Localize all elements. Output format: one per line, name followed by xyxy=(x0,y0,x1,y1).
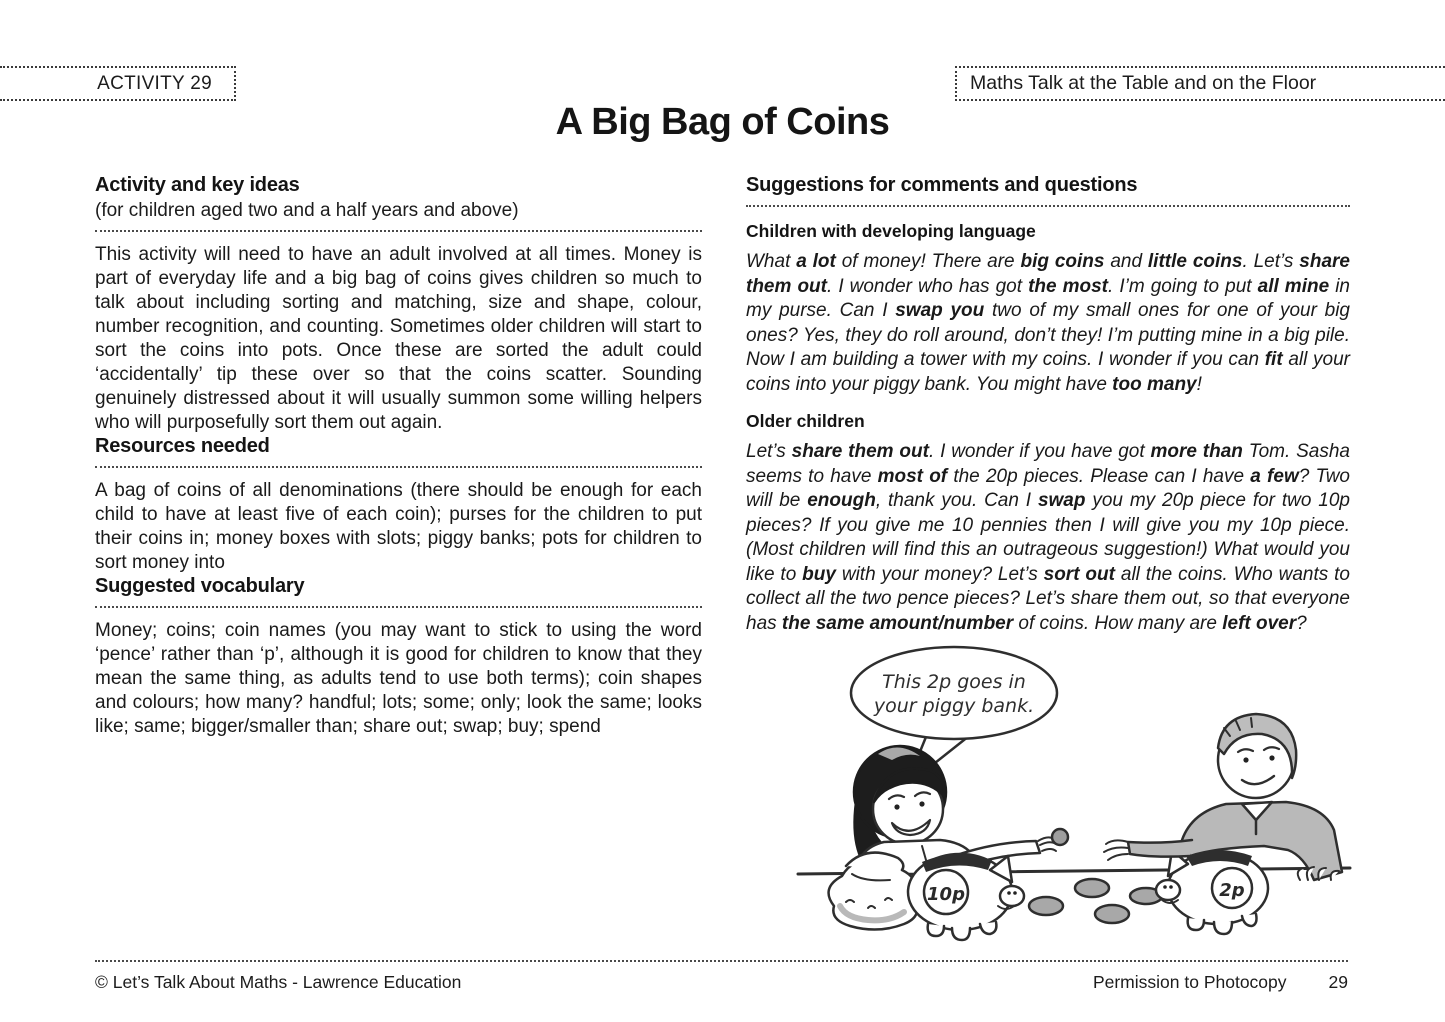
left-column xyxy=(95,174,702,739)
developing-language-heading: Children with developing language xyxy=(746,221,1036,241)
piggy-bank-2p xyxy=(1156,850,1268,934)
piggy-10p-snout xyxy=(1000,886,1024,906)
dotted-divider xyxy=(746,205,1350,207)
speech-bubble-line1: This 2p goes in xyxy=(882,671,1026,693)
piggy-bank-10p xyxy=(908,854,1024,940)
resources-paragraph: A bag of coins of all denominations (there should be enough for each child to have at least five of each coin); purses for the children to put their coins in; money boxes with slots; piggy banks; pots for children to sort money into xyxy=(95,480,702,573)
vocabulary-heading: Suggested vocabulary xyxy=(95,575,305,597)
right-column xyxy=(746,174,1350,949)
vocabulary-paragraph: Money; coins; coin names (you may want to stick to using the word ‘pence’ rather than ‘p’, although it is good for children to know that they mean the same thing, as adults tend to use both terms); coin shapes and colours; how many? handful; lots; some; only; look the same; looks like; same; bigger/smaller than; share out; swap; buy; spend xyxy=(95,620,702,737)
boy-open-hand xyxy=(1104,840,1128,860)
page-footer xyxy=(95,960,1348,993)
activity-number-box xyxy=(0,66,236,101)
dotted-divider xyxy=(95,606,702,608)
activity-ideas-heading: Activity and key ideas xyxy=(95,174,300,196)
page-number: 29 xyxy=(1328,972,1348,992)
strand-title-box xyxy=(955,66,1445,101)
older-children-paragraph: Let’s share them out. I wonder if you have got more than Tom. Sasha seems to have most of the 20p pieces. Please can I have a few? Two will be enough, thank you. Can I swap you my 20p piece for two 10p pieces? If you give me 10 pennies then I will give you my 10p piece. (Most children will find this an outrageous suggestion!) What would you like to buy with your money? Let’s sort out all the coins. Who wants to collect all the two pence pieces? Let’s share them out, so that everyone has the same amount/number of coins. How many are left over? xyxy=(746,441,1351,634)
coin xyxy=(1095,905,1129,923)
money-bag xyxy=(829,853,918,930)
older-children-heading: Older children xyxy=(746,411,865,431)
resources-heading: Resources needed xyxy=(95,435,270,457)
permission-text: Permission to Photocopy xyxy=(1092,972,1287,992)
activity-ideas-paragraph: This activity will need to have an adult involved at all times. Money is part of everyday life and a big bag of coins gives children so much to talk about including sorting and matching, size and shape, colour, number recognition, and counting. Sometimes older children will start to sort the coins into pots. Once these are sorted the adult could ‘accidentally’ tip these over so that the coins scatter. Sounding genuinely distressed about it will usually summon some willing helpers who will purposefully sort them out again. xyxy=(95,244,702,433)
piggy-2p-label: 2p xyxy=(1219,880,1245,901)
piggy-2p-snout xyxy=(1156,880,1180,900)
scattered-coins xyxy=(1029,879,1162,923)
dotted-divider xyxy=(95,466,702,468)
coin xyxy=(1029,897,1063,915)
dotted-divider xyxy=(95,230,702,232)
developing-language-paragraph: What a lot of money! There are big coins and little coins. Let’s share them out. I wonder who has got the most. I’m going to put all mine in my purse. Can I swap you two of my small ones for one of your big ones? Yes, they do roll around, don’t they! I’m putting mine in a big pile. Now I am building a tower with my coins. I wonder if you can fit all your coins into your piggy bank. You might have too many! xyxy=(746,251,1350,395)
piggy-10p-label: 10p xyxy=(927,884,965,905)
children-coins-illustration xyxy=(794,644,1354,944)
copyright-text: © Let’s Talk About Maths - Lawrence Education xyxy=(95,972,462,992)
speech-bubble xyxy=(851,647,1057,739)
age-range-note: (for children aged two and a half years and above) xyxy=(95,200,519,221)
speech-bubble-line2: your piggy bank. xyxy=(873,695,1035,717)
held-coin xyxy=(1052,829,1068,845)
page-title: A Big Bag of Coins xyxy=(555,101,890,143)
boy-arm-left xyxy=(1128,840,1192,857)
coin xyxy=(1075,879,1109,897)
strand-title-label: Maths Talk at the Table and on the Floor xyxy=(970,72,1317,94)
suggestions-heading: Suggestions for comments and questions xyxy=(746,174,1138,196)
activity-number-label: ACTIVITY 29 xyxy=(97,72,212,94)
